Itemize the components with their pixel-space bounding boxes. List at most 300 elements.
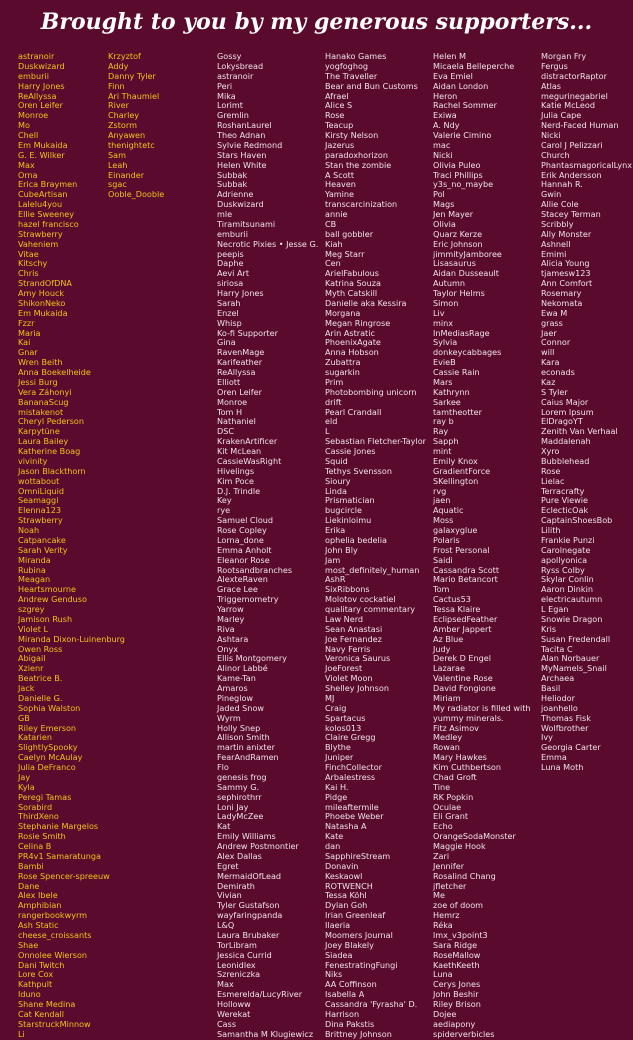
supporter-name: StarstruckMinnow <box>18 1018 91 1029</box>
supporter-name: lmx_v3point3 <box>433 929 488 940</box>
supporter-name: Myth Catskill <box>325 288 378 298</box>
supporter-name: Ilaeria <box>325 920 351 930</box>
supporter-name: Em Mukaida <box>18 307 68 318</box>
supporter-name: AA Coffinson <box>325 979 377 990</box>
supporter-name: tamtheotter <box>433 406 482 417</box>
supporter-name: Rachel Sommer <box>433 100 497 111</box>
supporter-name: Sammy G. <box>217 781 260 792</box>
supporter-name: Erica Braymen <box>18 179 78 190</box>
supporter-name: Wyrm <box>217 712 241 723</box>
supporter-name: Noah <box>18 525 40 535</box>
supporter-name: EclecticOak <box>541 505 589 516</box>
supporter-name: martin anixter <box>217 742 275 753</box>
supporter-name: Meg Starr <box>325 248 365 259</box>
supporter-name: PhoenixAgate <box>325 337 381 348</box>
supporter-name: Archaea <box>541 673 575 684</box>
supporter-name: Duskwizard <box>18 60 65 71</box>
supporter-name: Ko-fi Supporter <box>217 327 278 338</box>
supporter-name: Iduno <box>18 989 41 1000</box>
supporter-name: Nicki <box>541 130 561 140</box>
supporter-name: Nicki <box>433 149 453 160</box>
supporter-name: Hannah R. <box>541 179 583 190</box>
supporter-name: Rowan <box>433 742 460 753</box>
supporter-name: River <box>108 100 129 111</box>
supporter-name: Quarz Kerze <box>433 228 483 239</box>
supporter-name: Sophia Walston <box>18 702 81 713</box>
supporter-name: drift <box>325 396 342 407</box>
supporter-name: BananaScug <box>18 396 69 407</box>
supporter-name: Kim Poce <box>217 475 254 486</box>
supporter-name: Daphe <box>217 258 244 269</box>
supporter-name: Helen M <box>433 51 466 61</box>
supporter-name: Werekat <box>217 1008 251 1019</box>
supporter-name: electricautumn <box>541 594 603 605</box>
supporter-name: ball gobbler <box>325 228 374 239</box>
supporter-name: Pineglow <box>217 692 254 703</box>
supporter-name: Mo <box>18 120 30 131</box>
supporter-name: FenestratingFungi <box>325 959 398 970</box>
supporter-name: wottabout <box>18 475 60 486</box>
supporter-name: MJ <box>325 692 335 703</box>
supporter-name: Olivia Puleo <box>433 159 481 170</box>
supporter-name: Tom <box>433 584 450 595</box>
supporter-name: Riley Brison <box>433 999 481 1009</box>
supporter-name: Samantha M Klugiewicz <box>217 1028 314 1039</box>
supporter-name: Gremlin <box>217 110 249 121</box>
supporter-name: Chris <box>18 268 39 279</box>
supporter-name: Kiah <box>325 238 343 249</box>
supporter-name: sephirothrr <box>217 791 262 802</box>
supporter-name: Demirath <box>217 880 255 891</box>
supporter-name: Lilith <box>541 525 561 535</box>
supporter-name: Helen White <box>217 159 267 170</box>
supporter-name: Shelley Johnson <box>325 683 389 693</box>
supporter-name: Zubattra <box>325 357 361 368</box>
supporter-name: kolos013 <box>325 722 362 733</box>
supporter-name: Mars <box>433 376 453 387</box>
supporter-name: Tiramitsunami <box>217 218 276 229</box>
supporter-name: Lore Cox <box>18 969 54 980</box>
supporter-name: dan <box>325 841 341 851</box>
supporter-name: Whisp <box>217 317 242 328</box>
supporter-name: Onnolee Wierson <box>18 949 88 960</box>
supporter-name: GB <box>18 712 30 723</box>
supporter-name: Egret <box>217 860 239 871</box>
supporter-name: Tyler Gustafson <box>217 900 280 911</box>
supporter-name: Gina <box>217 337 236 348</box>
supporter-name: Niks <box>325 969 343 980</box>
supporter-name: Xyro <box>541 446 560 456</box>
supporter-name: Monroe <box>217 396 248 407</box>
supporter-name: Squid <box>325 455 348 466</box>
supporter-name: Kaz <box>541 376 556 387</box>
supporter-name: ophelia bedelia <box>325 534 387 545</box>
supporter-name: Tethys Svensson <box>325 465 392 476</box>
supporter-name: MyNamels_Snail <box>541 663 607 674</box>
supporter-name: Irian Greenleaf <box>325 910 386 921</box>
supporter-name: Emma Anholt <box>217 544 272 555</box>
supporter-name: Sarah <box>217 297 241 308</box>
supporter-name: Molotov cockatiel <box>325 594 396 605</box>
supporter-name: Andrew Postmontier <box>217 841 299 851</box>
supporter-name: Simon <box>433 297 459 308</box>
supporter-name: Kris <box>541 623 557 634</box>
supporter-name: distractorRaptor <box>541 70 607 81</box>
supporter-name: Spartacus <box>325 712 366 723</box>
supporter-name: Lorem Ipsum <box>541 406 594 417</box>
supporter-name: CB <box>325 218 337 229</box>
supporter-name: jfletcher <box>433 880 467 891</box>
supporter-name: vivinity <box>18 455 48 466</box>
supporter-name: zoe of doom <box>433 900 484 911</box>
supporter-name: Harrison <box>325 1008 360 1019</box>
supporter-name: GradientForce <box>433 465 491 476</box>
supporter-name: Nekomata <box>541 297 583 308</box>
supporter-name: PhantasmagoricalLynx <box>541 159 633 170</box>
supporter-name: Owen Ross <box>18 643 63 654</box>
supporter-name: jaen <box>433 495 451 506</box>
supporter-name: Jason Blackthorn <box>18 465 86 476</box>
supporter-name: CubeArtisan <box>18 189 68 200</box>
supporter-name: Necrotic Pixies • Jesse G. <box>217 238 319 249</box>
supporter-name: annie <box>325 209 348 219</box>
supporter-name: Navy Ferris <box>325 643 371 654</box>
supporter-name: Julia DeFranco <box>18 762 76 772</box>
supporter-name: Luna Moth <box>541 762 584 772</box>
supporter-name: Arbalestress <box>325 771 376 782</box>
supporter-name: Cass <box>217 1018 237 1029</box>
supporter-name: Kitschy <box>18 258 48 269</box>
supporters-column-2 <box>108 52 164 200</box>
supporter-name: Caius Major <box>541 396 589 407</box>
supporter-name: TorLibram <box>217 939 257 950</box>
supporter-name: Einander <box>108 169 145 180</box>
supporter-name: grass <box>541 317 563 328</box>
supporter-name: Terracrafty <box>541 485 585 496</box>
supporter-name: Jennifer <box>433 860 465 871</box>
supporter-name: Ivy <box>541 732 553 743</box>
supporter-name: SKellington <box>433 475 479 486</box>
supporter-name: Sylvia <box>433 337 458 348</box>
supporter-name: Alex Ibele <box>18 890 58 901</box>
supporter-name: aediapony <box>433 1018 476 1029</box>
supporter-name: Phoebe Weber <box>325 811 384 822</box>
supporter-name: Traci Phillips <box>433 169 483 180</box>
supporter-name: apollyonica <box>541 554 588 565</box>
supporter-name: Tessa Klaire <box>433 604 481 614</box>
supporter-name: Karifeather <box>217 357 263 368</box>
supporter-name: Eva Emiel <box>433 70 473 81</box>
supporter-name: DSC <box>217 426 235 437</box>
supporter-name: Katherine Boag <box>18 446 81 456</box>
supporter-name: StrandOfDNA <box>18 278 72 289</box>
supporter-name: Ellis Montgomery <box>217 653 287 664</box>
supporter-name: Erika <box>325 525 346 535</box>
supporter-name: Mario Betancort <box>433 574 498 585</box>
supporter-name: Grace Lee <box>217 584 258 595</box>
supporter-name: Shane Medina <box>18 999 76 1009</box>
supporter-name: Sarah Verity <box>18 544 68 555</box>
supporter-name: y3s_no_maybe <box>433 179 494 190</box>
supporter-name: Jaded Snow <box>217 702 265 713</box>
supporter-name: Cen <box>325 258 341 269</box>
supporter-name: ThirdXeno <box>18 811 59 822</box>
supporter-name: Rose <box>541 465 561 476</box>
supporters-column-5 <box>433 52 531 1040</box>
supporter-name: sugarkin <box>325 367 360 377</box>
supporter-name: Cassie Rain <box>433 367 480 377</box>
supporter-name: Connor <box>541 337 571 348</box>
supporter-name: joanhello <box>541 702 578 713</box>
supporter-name: Snowie Dragon <box>541 613 603 624</box>
supporter-name: Veronica Saurus <box>325 653 391 664</box>
supporter-name: Mika <box>217 90 236 101</box>
supporter-name: Amaros <box>217 683 248 693</box>
supporter-name: Réka <box>433 920 453 930</box>
supporter-name: Charley <box>108 110 140 121</box>
supporter-name: Amy Houck <box>18 288 65 298</box>
supporter-name: Eric Johnson <box>433 238 483 249</box>
supporter-name: Eleanor Rose <box>217 554 270 565</box>
supporter-name: Orna <box>18 169 38 180</box>
supporter-name: Zstorm <box>108 120 137 131</box>
supporter-name: Church <box>541 149 570 160</box>
supporter-name: My radiator is filled with yummy minerals. <box>433 702 531 723</box>
supporter-name: InMediasRage <box>433 327 490 338</box>
supporter-name: Oren Leifer <box>18 100 63 111</box>
supporter-name: Kai <box>18 337 31 348</box>
supporter-name: Ash Static <box>18 920 59 930</box>
supporter-name: Peregi Tamas <box>18 791 72 802</box>
supporter-name: Ellie Sweeney <box>18 209 75 219</box>
supporter-name: Maggie Hook <box>433 841 486 851</box>
supporter-name: Tacita C <box>541 643 573 654</box>
supporter-name: Subbak <box>217 169 248 180</box>
supporter-name: Cerys Jones <box>433 979 481 990</box>
supporter-name: Jay <box>18 771 31 782</box>
supporter-name: rvg <box>433 485 447 496</box>
supporter-name: mle <box>217 209 233 219</box>
supporter-name: Claire Gregg <box>325 732 376 743</box>
supporter-name: Nerd-Faced Human <box>541 120 619 131</box>
supporter-name: Kai H. <box>325 781 349 792</box>
supporter-name: Alinor Labbé <box>217 663 268 674</box>
supporter-name: Riley Emerson <box>18 722 77 733</box>
supporter-name: PR4v1 Samaratunga <box>18 850 101 861</box>
supporter-name: Harry Jones <box>217 288 264 298</box>
supporter-name: Vera Záhonyi <box>18 386 72 397</box>
supporter-name: Kyla <box>18 781 35 792</box>
supporter-name: Saidi <box>433 554 453 565</box>
supporter-name: Harry Jones <box>18 80 65 91</box>
supporter-name: Oren Leifer <box>217 386 262 397</box>
supporter-name: Triggemometry <box>217 594 279 605</box>
supporter-name: Megan Ringrose <box>325 317 391 328</box>
supporter-name: ReAllyssa <box>18 90 57 101</box>
supporter-name: Zari <box>433 850 450 861</box>
supporter-name: Katrina Souza <box>325 278 381 289</box>
supporter-name: Cactus53 <box>433 594 471 605</box>
supporter-name: Natasha A <box>325 821 367 832</box>
supporter-name: A Scott <box>325 169 354 180</box>
supporters-column-1 <box>18 52 125 1040</box>
supporter-name: Rubina <box>18 564 46 575</box>
supporter-name: LadyMcZee <box>217 811 264 822</box>
supporter-name: Karpytüne <box>18 426 60 437</box>
supporter-name: Alex Dallas <box>217 850 262 861</box>
supporter-name: Finn <box>108 80 125 91</box>
supporter-name: Shae <box>18 939 39 950</box>
supporter-name: Elenna123 <box>18 505 62 516</box>
supporter-name: L Egan <box>541 604 569 614</box>
supporter-name: Strawberry <box>18 228 63 239</box>
supporter-name: Craig <box>325 702 347 713</box>
supporter-name: SlightlySpooky <box>18 742 78 753</box>
supporter-name: Stan the zombie <box>325 159 392 170</box>
supporter-name: Vaheniem <box>18 238 59 249</box>
supporter-name: Arin Astratic <box>325 327 375 338</box>
supporter-name: Prim <box>325 376 344 387</box>
supporter-name: Katarien <box>18 732 52 743</box>
supporter-name: Esmerelda/LucyRiver <box>217 989 303 1000</box>
supporter-name: Kat <box>217 821 231 832</box>
supporter-name: Jamison Rush <box>18 613 73 624</box>
supporter-name: Heron <box>433 90 458 101</box>
supporter-name: mint <box>433 446 452 456</box>
supporter-name: ElDragoYT <box>541 416 583 427</box>
supporter-name: econads <box>541 367 575 377</box>
supporter-name: Juniper <box>325 752 354 763</box>
supporter-name: Nathaniel <box>217 416 256 427</box>
supporter-name: astranoir <box>217 70 254 81</box>
supporter-name: Bambi <box>18 860 44 871</box>
supporter-name: Fzzr <box>18 317 35 328</box>
supporter-name: John Bly <box>325 544 358 555</box>
supporter-name: Stephanie Margelos <box>18 821 99 832</box>
supporter-name: Sapph <box>433 436 459 447</box>
supporter-name: Flo <box>217 762 229 772</box>
supporter-name: rangerbookwyrm <box>18 910 88 921</box>
supporter-name: Amphibian <box>18 900 62 911</box>
supporter-name: KrakenArtificer <box>217 436 278 447</box>
supporter-name: Stacey Terman <box>541 209 601 219</box>
supporter-name: SixRibbons <box>325 584 370 595</box>
supporter-name: Joey Blakely <box>325 939 374 950</box>
supporter-name: Taylor Helms <box>433 288 485 298</box>
supporter-name: minx <box>433 317 454 328</box>
supporter-name: Gossy <box>217 51 242 61</box>
supporter-name: Bear and Bun Customs <box>325 80 418 91</box>
supporter-name: Sarkee <box>433 396 461 407</box>
supporter-name: Anyawen <box>108 130 146 140</box>
supporter-name: Olivia <box>433 218 456 229</box>
supporter-name: Jessica Currid <box>217 949 272 960</box>
supporter-name: Danielle aka Kessira <box>325 297 407 308</box>
supporter-name: Violet Moon <box>325 673 373 684</box>
supporter-name: RK Popkin <box>433 791 474 802</box>
supporter-name: Mary Hawkes <box>433 752 487 763</box>
supporter-name: Krzyztof <box>108 51 141 61</box>
supporter-name: Jam <box>325 554 341 565</box>
supporter-name: Caelyn McAulay <box>18 752 83 763</box>
supporter-name: Polaris <box>433 534 460 545</box>
supporter-name: Laura Brubaker <box>217 929 280 940</box>
supporter-name: Monroe <box>18 110 49 121</box>
supporter-name: qualitary commentary <box>325 604 416 614</box>
supporter-name: Pure Viewie <box>541 495 589 506</box>
supporter-name: RoshanLaurel <box>217 120 272 131</box>
supporters-title: Brought to you by my generous supporters... <box>40 9 593 35</box>
supporter-name: Subbak <box>217 179 248 190</box>
supporter-name: mac <box>433 139 451 150</box>
supporter-name: Thomas Fisk <box>541 712 591 723</box>
supporter-name: Rootsandbranches <box>217 564 293 575</box>
supporter-name: Jessi Burg <box>18 376 58 387</box>
supporter-name: Sebastian Fletcher-Taylor <box>325 436 426 447</box>
supporter-name: Eli Grant <box>433 811 469 822</box>
supporter-name: peepis <box>217 248 244 259</box>
supporter-name: Liekinloimu <box>325 515 372 526</box>
supporter-name: Miriam <box>433 692 461 703</box>
supporters-column-6 <box>541 52 632 773</box>
supporter-name: Me <box>433 890 445 901</box>
supporter-name: Kara <box>541 357 560 368</box>
supporter-name: Atlas <box>541 80 561 91</box>
supporter-name: Catpancake <box>18 534 66 545</box>
supporter-name: Lorna_done <box>217 534 264 545</box>
supporters-column-3 <box>217 52 318 1040</box>
supporter-name: A. Ndy <box>433 120 460 131</box>
supporter-name: siriosa <box>217 278 244 289</box>
supporter-name: Ashtara <box>217 633 249 644</box>
supporter-name: Yarrow <box>217 604 244 614</box>
supporter-name: Vivian <box>217 890 242 901</box>
supporter-name: Sioury <box>325 475 351 486</box>
supporter-name: donkeycabbages <box>433 347 502 358</box>
supporter-name: ReAllyssa <box>217 367 256 377</box>
supporter-name: Alicia Young <box>541 258 590 269</box>
supporter-name: Rosalind Chang <box>433 870 496 881</box>
supporter-name: eld <box>325 416 338 427</box>
supporter-name: Cheryl Pederson <box>18 416 85 427</box>
supporter-name: Jen Mayer <box>433 209 474 219</box>
supporter-name: Lazarae <box>433 663 465 674</box>
supporter-name: Dylan Goh <box>325 900 368 911</box>
supporter-name: Exiwa <box>433 110 457 121</box>
supporter-name: Frost Personal <box>433 544 490 555</box>
supporter-name: Jack <box>18 683 35 693</box>
supporter-name: Sylvie Redmond <box>217 139 283 150</box>
supporters-column-4 <box>325 52 426 1040</box>
supporter-name: Sean Anastasi <box>325 623 383 634</box>
supporter-name: Holloww <box>217 999 251 1009</box>
supporter-name: Liv <box>433 307 445 318</box>
supporter-name: Judy <box>433 643 451 654</box>
supporter-name: Kit McLean <box>217 446 262 456</box>
supporter-name: Ray <box>433 426 449 437</box>
supporter-name: Strawberry <box>18 515 63 526</box>
supporter-name: Mags <box>433 199 455 210</box>
supporter-name: Andrew Genduso <box>18 594 87 605</box>
supporter-name: RoseMallow <box>433 949 481 960</box>
supporter-name: thenightetc <box>108 139 155 150</box>
supporter-name: Moss <box>433 515 454 526</box>
supporter-name: Jaer <box>541 327 557 338</box>
supporter-name: bugcircle <box>325 505 362 516</box>
supporter-name: emburii <box>217 228 248 239</box>
supporter-name: RavenMage <box>217 347 265 358</box>
supporter-name: Tine <box>433 781 451 792</box>
